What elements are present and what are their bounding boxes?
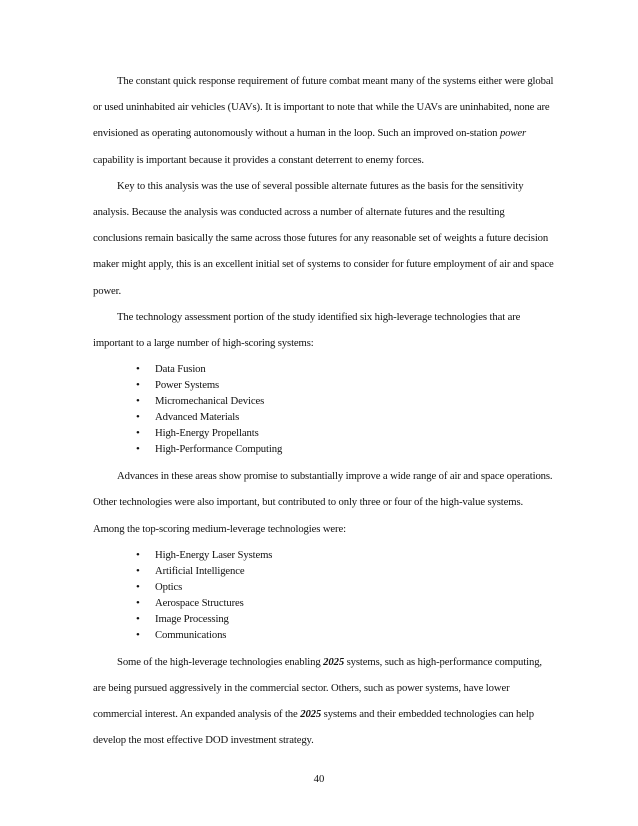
paragraph-text: The constant quick response requirement of future combat meant many of the systems either were global or used uninhabited air vehicles (UAVs). It is important to note that while the UAVs are uninhabited, none are envisioned as operating autonomously without a human in the loop. Such an improved on-station [93,75,554,140]
bullet-icon: • [136,411,140,424]
list-item-label: High-Energy Propellants [155,427,259,440]
paragraph-technology-assessment [93,304,555,356]
list-item-label: High-Performance Computing [155,443,283,456]
bullet-icon: • [136,564,140,577]
year-emphasis: 2025 [323,655,345,668]
paragraph-commercial-sector [93,649,555,754]
page-number: 40 [313,773,325,785]
list-item [136,393,555,409]
list-item [136,361,555,377]
bullet-icon: • [136,443,140,456]
bullet-icon: • [136,379,140,392]
list-item-label: Power Systems [155,379,220,392]
bullet-icon: • [136,628,140,641]
list-item [136,627,555,643]
list-item-label: Aerospace Structures [155,596,244,609]
paragraph-text: The technology assessment portion of the study identified six high-leverage technologies that are important to a large number of high-scoring systems: [93,310,521,350]
bullet-icon: • [136,395,140,408]
paragraph-advances [93,463,555,542]
list-item-label: Advanced Materials [155,411,240,424]
bullet-icon: • [136,596,140,609]
paragraph-text: systems and their embedded technologies can help develop the most effective DOD investment strategy. [93,708,534,747]
list-item [136,377,555,393]
list-item [136,547,555,563]
list-item [136,441,555,457]
list-item-label: Micromechanical Devices [155,395,265,408]
paragraph-uav-response [93,68,555,173]
paragraph-text: Key to this analysis was the use of several possible alternate futures as the basis for the sensitivity analysis. Because the analysis was conducted across a number of alternate futures and the resulting conclusions remain basically the same across those futures for any reasonable set of weights a future decision maker might apply, this is an excellent initial set of systems to consider for future employment of air and space power. [93,179,554,297]
paragraph-alternate-futures [93,173,555,304]
paragraph-text: Advances in these areas show promise to substantially improve a wide range of air and space operations. Other technologies were also important, but contributed to only three or four of the high-value systems. Among the top-scoring medium-leverage technologies were: [93,470,553,535]
bullet-icon: • [136,427,140,440]
list-item [136,579,555,595]
year-emphasis: 2025 [300,708,322,721]
high-leverage-technologies-list [93,361,555,457]
list-item [136,595,555,611]
bullet-icon: • [136,580,140,593]
list-item-label: Communications [155,628,227,641]
bullet-icon: • [136,363,140,376]
bullet-icon: • [136,612,140,625]
list-item [136,611,555,627]
list-item-label: Image Processing [155,612,229,625]
bullet-icon: • [136,548,140,561]
list-item-label: Optics [155,580,183,593]
list-item [136,409,555,425]
list-item-label: High-Energy Laser Systems [155,548,273,561]
list-item-label: Artificial Intelligence [155,564,245,577]
paragraph-text: Some of the high-leverage technologies enabling [117,655,324,668]
page-body [93,68,555,754]
list-item [136,425,555,441]
medium-leverage-technologies-list [93,547,555,643]
paragraph-text: capability is important because it provides a constant deterrent to enemy forces. [93,153,424,166]
list-item [136,563,555,579]
paragraph-text: systems, such as high-performance computing, are being pursued aggressively in the commercial sector. Others, such as power systems, have lower commercial interest. An expanded analysis of the [93,655,542,721]
list-item-label: Data Fusion [155,363,206,376]
emphasis-power: power [499,127,527,140]
